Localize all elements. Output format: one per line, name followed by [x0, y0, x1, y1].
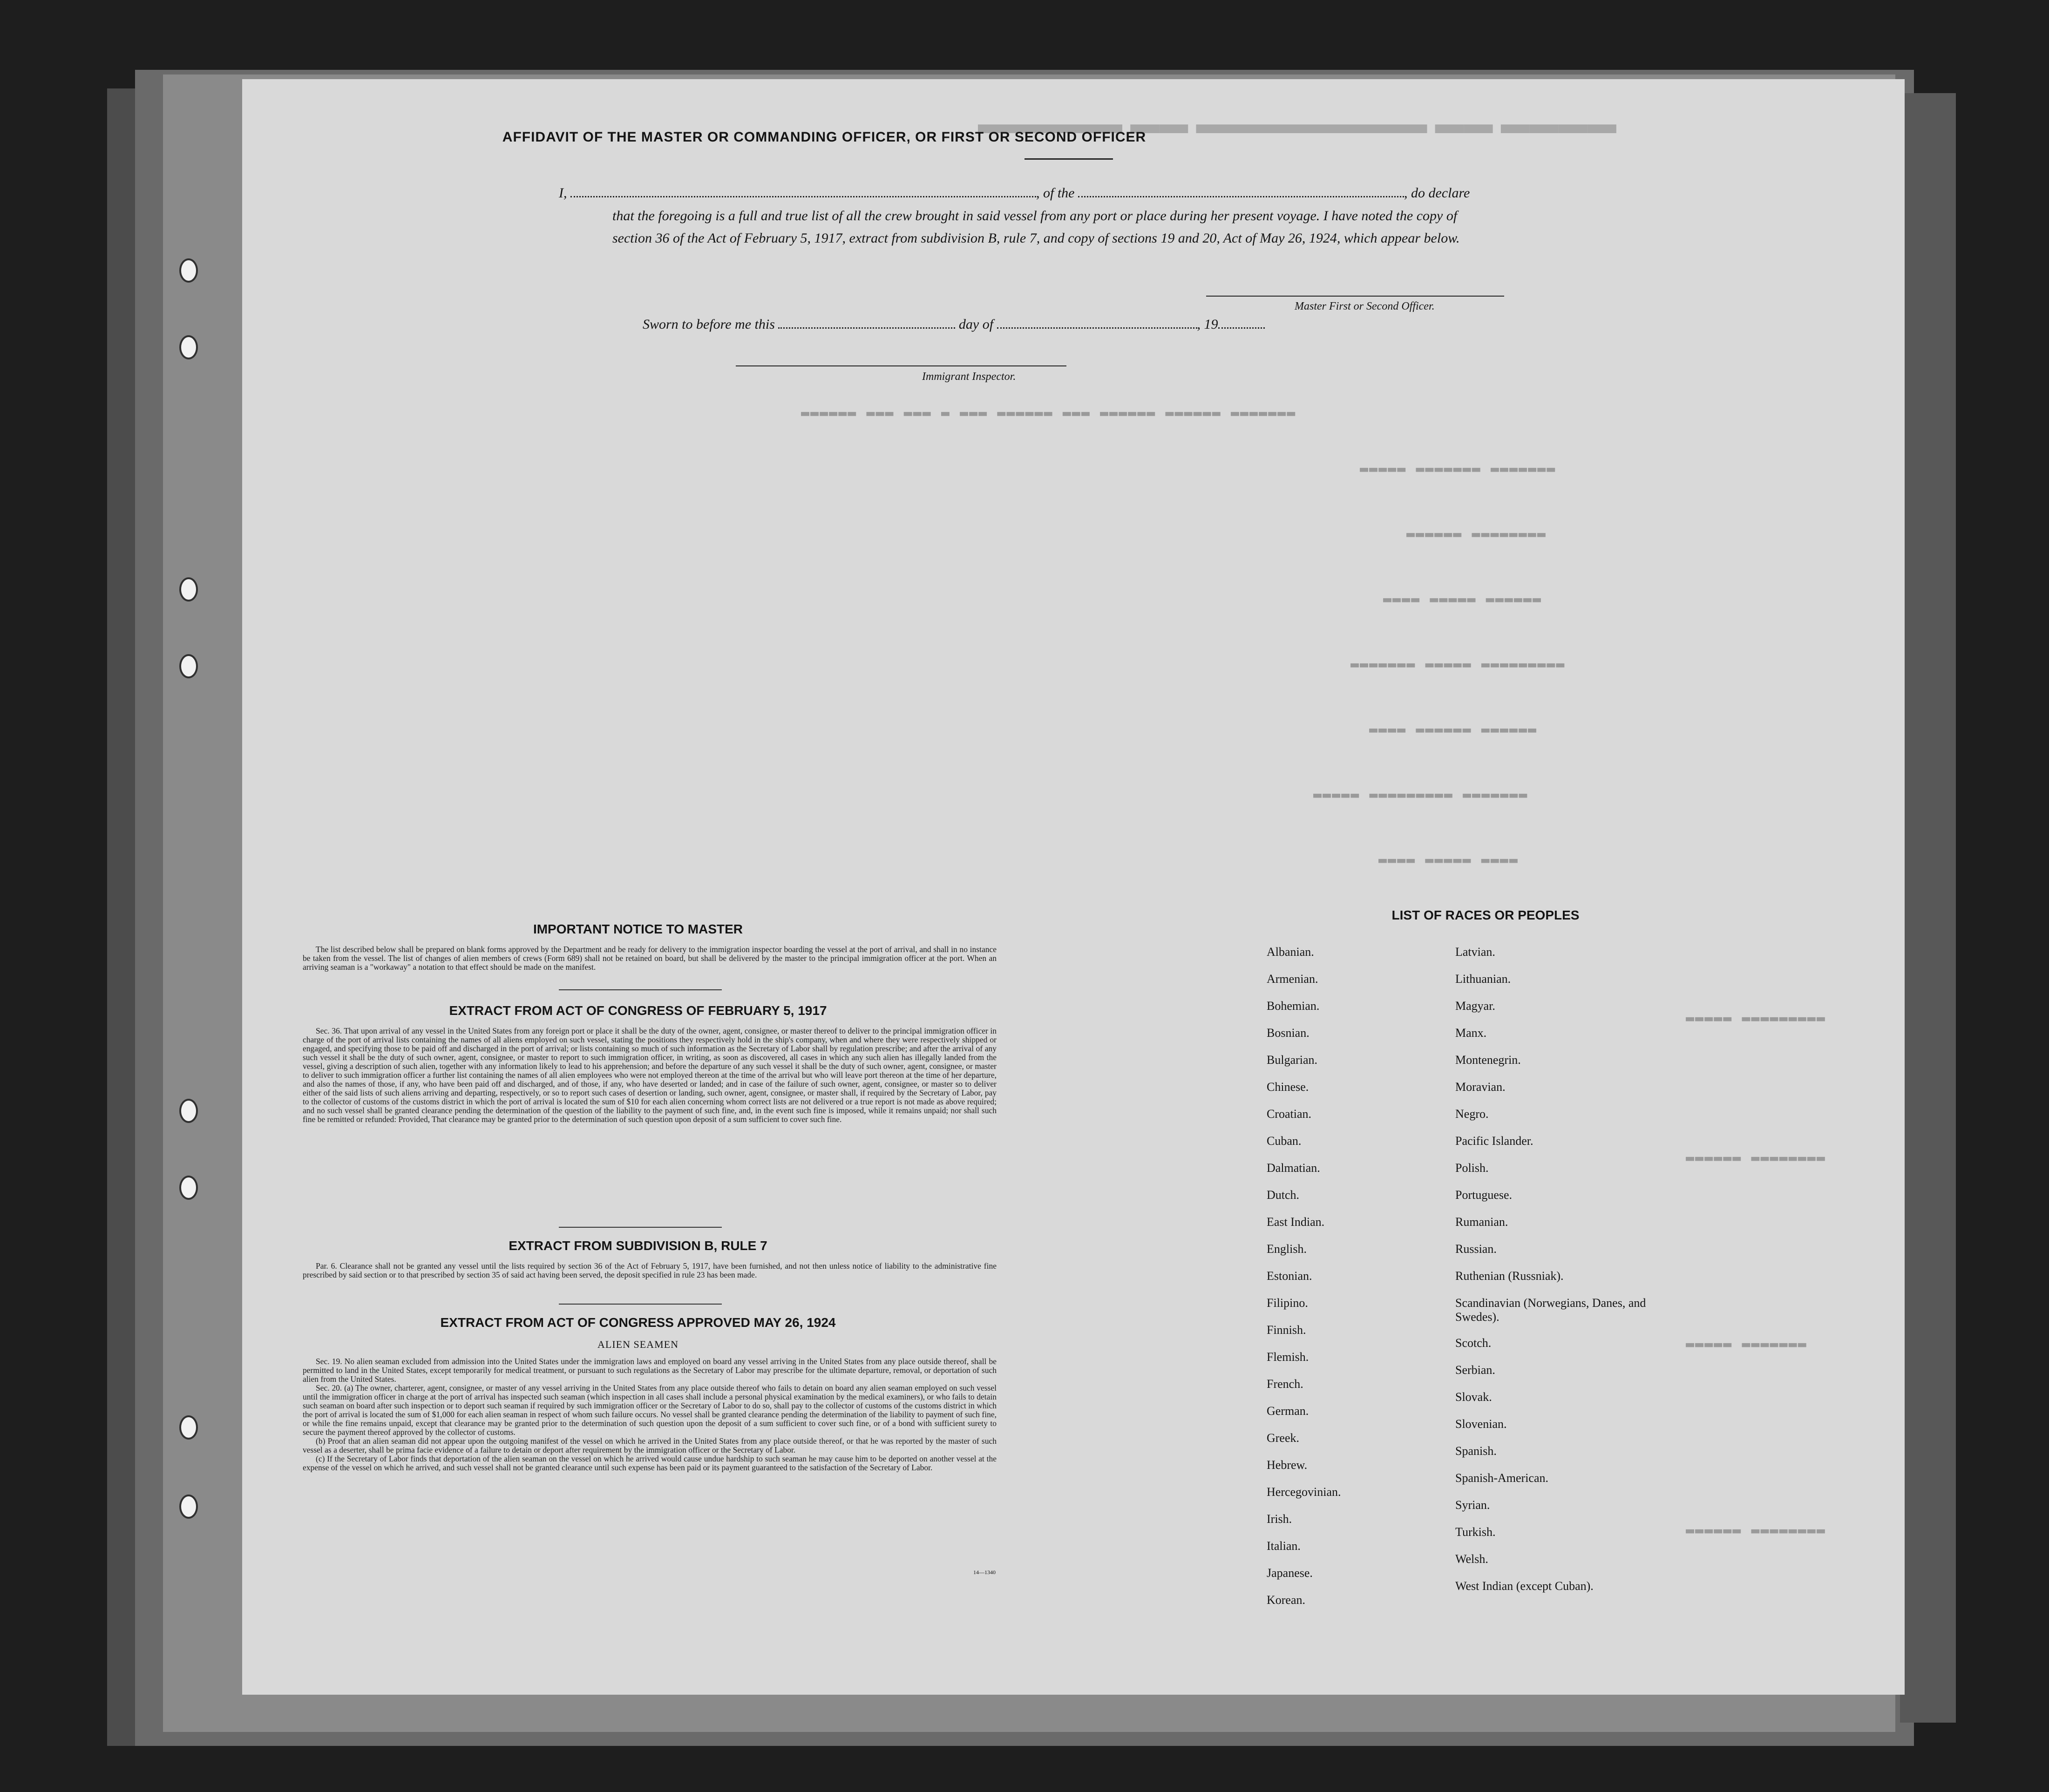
- section-20c-paragraph: (c) If the Secretary of Labor finds that deportation of the alien seaman on the vessel on which he arrived would cause undue hardship to such seaman he may cause him to be deported on another vessel at the expense of the vessel on which he arrived, and such vessel shall not be granted clearance until such expense has been paid or its payment guaranteed to the satisfaction of the Secretary of Labor.: [303, 1454, 997, 1472]
- race-item: Manx.: [1455, 1026, 1487, 1040]
- race-item: Scandinavian (Norwegians, Danes, and Swedes).: [1455, 1296, 1646, 1324]
- race-item: Hebrew.: [1267, 1458, 1308, 1472]
- race-item: Hercegovinian.: [1267, 1485, 1341, 1499]
- punch-hole: [179, 258, 198, 283]
- punch-hole: [179, 577, 198, 602]
- race-item: Italian.: [1267, 1539, 1301, 1553]
- divider: [559, 989, 722, 990]
- race-item: Finnish.: [1267, 1323, 1306, 1337]
- bleed-through-texture: ▬▬▬▬▬▬ ▬▬▬▬▬▬▬▬: [1406, 526, 1547, 542]
- section-20b-paragraph: (b) Proof that an alien seaman did not appear upon the outgoing manifest of the vessel on which he arrived in the United States from any place outside thereof, or that he was reported by the master of such vessel as a deserter, shall be prima facie evidence of a failure to detain or deport after requirement by the immigration officer or the Secretary of Labor.: [303, 1436, 997, 1454]
- race-item: English.: [1267, 1242, 1307, 1256]
- master-signature-line: [1206, 296, 1504, 297]
- bleed-through-texture: ▬▬▬▬ ▬▬▬▬▬▬ ▬▬▬▬▬▬: [1369, 722, 1538, 738]
- race-item: Cuban.: [1267, 1134, 1302, 1148]
- race-item: Polish.: [1455, 1161, 1489, 1175]
- extract-1917-title: EXTRACT FROM ACT OF CONGRESS OF FEBRUARY 5, 1917: [449, 1003, 827, 1018]
- races-title: LIST OF RACES OR PEOPLES: [1391, 908, 1580, 922]
- race-item: Armenian.: [1267, 972, 1318, 986]
- race-item: Ruthenian (Russniak).: [1455, 1269, 1564, 1283]
- sworn-day-field: [778, 319, 955, 329]
- punch-hole: [179, 654, 198, 678]
- race-item: Dalmatian.: [1267, 1161, 1320, 1175]
- backing-sheet-edge: [1900, 93, 1956, 1723]
- race-item: German.: [1267, 1404, 1309, 1418]
- affidavit-title: AFFIDAVIT OF THE MASTER OR COMMANDING OFFICER, OR FIRST OR SECOND OFFICER: [502, 129, 1147, 145]
- day-of-label: day of: [958, 317, 994, 332]
- race-item: Syrian.: [1455, 1498, 1490, 1512]
- vessel-name-field: [1078, 188, 1404, 197]
- extract-1924-text: [303, 1357, 997, 1472]
- race-item: Flemish.: [1267, 1350, 1309, 1364]
- bleed-through-texture: ▬▬▬▬▬ ▬▬▬▬▬▬▬▬▬ ▬▬▬▬▬▬▬: [1313, 787, 1528, 803]
- sworn-prefix: Sworn to before me this: [643, 317, 775, 332]
- declaration-line: [559, 185, 1470, 201]
- extract-rule7-text: [303, 1262, 997, 1279]
- of-the-label: , of the: [1036, 185, 1075, 201]
- race-item: Lithuanian.: [1455, 972, 1511, 986]
- notice-paragraph: The list described below shall be prepared on blank forms approved by the Department and be ready for delivery to the immigration inspector boarding the vessel at the port of arrival, and shall in no instance be taken from the vessel. The list of changes of alien members of crews (Form 689) shall not be retained on board, but shall be delivered by the master to the principal immigration officer at the port. When an arriving seaman is a "workaway" a notation to that effect should be made on the manifest.: [303, 945, 997, 972]
- bleed-through-texture: ▬▬▬▬▬▬ ▬▬▬▬▬▬▬▬: [1686, 1522, 1826, 1539]
- races-left-column: [1267, 945, 1341, 1620]
- race-item: Irish.: [1267, 1512, 1292, 1526]
- race-item: Estonian.: [1267, 1269, 1312, 1283]
- bleed-through-texture: ▬▬▬▬▬ ▬▬▬▬▬▬▬ ▬▬▬▬▬▬▬: [1360, 461, 1556, 477]
- race-item: Rumanian.: [1455, 1215, 1508, 1229]
- race-item: Greek.: [1267, 1431, 1300, 1445]
- bleed-through-texture: ▬▬▬▬▬▬ ▬▬▬▬▬▬▬▬: [1686, 1150, 1826, 1166]
- race-item: French.: [1267, 1377, 1303, 1391]
- race-item: Portuguese.: [1455, 1188, 1513, 1202]
- notice-text: [303, 945, 997, 972]
- divider: [559, 1227, 722, 1228]
- race-item: Filipino.: [1267, 1296, 1308, 1310]
- race-item: Scotch.: [1455, 1336, 1492, 1350]
- race-item: Slovenian.: [1455, 1417, 1507, 1431]
- punch-hole: [179, 1415, 198, 1440]
- punch-hole: [179, 1176, 198, 1200]
- race-item: Spanish-American.: [1455, 1471, 1549, 1485]
- bleed-through-texture: ▬▬▬▬ ▬▬ ▬▬▬▬▬▬▬▬ ▬▬ ▬▬▬▬▬: [978, 108, 1616, 140]
- divider: [1024, 158, 1113, 160]
- bleed-through-texture: ▬▬▬▬▬ ▬▬▬▬▬▬▬▬▬: [1686, 1010, 1826, 1027]
- declarant-prefix: I,: [559, 185, 567, 201]
- race-item: Bulgarian.: [1267, 1053, 1318, 1067]
- race-item: Albanian.: [1267, 945, 1314, 959]
- bleed-through-texture: ▬▬▬▬ ▬▬▬▬▬ ▬▬▬▬▬▬: [1383, 591, 1542, 608]
- bleed-through-texture: ▬▬▬▬▬▬▬ ▬▬▬▬▬ ▬▬▬▬▬▬▬▬▬: [1350, 656, 1566, 673]
- affidavit-body: that the foregoing is a full and true list of all the crew brought in said vessel from any port or place during her present voyage. I have noted the copy of section 36 of the Act of February 5, 1917, extract from subdivision B, rule 7, and copy of sections 19 and 20, Act of May 26, 1924, which appear below.: [612, 208, 1460, 246]
- race-item: Negro.: [1455, 1107, 1489, 1121]
- do-declare-label: , do declare: [1404, 185, 1470, 201]
- race-item: Bohemian.: [1267, 999, 1320, 1013]
- race-item: Moravian.: [1455, 1080, 1506, 1094]
- bleed-through-texture: ▬▬▬▬▬ ▬▬▬▬▬▬▬: [1686, 1336, 1807, 1352]
- punch-hole: [179, 1099, 198, 1123]
- race-item: Slovak.: [1455, 1390, 1492, 1404]
- punch-hole: [179, 1494, 198, 1519]
- notice-title: IMPORTANT NOTICE TO MASTER: [533, 922, 743, 936]
- declarant-name-field: [570, 188, 1036, 197]
- extract-1917-paragraph: Sec. 36. That upon arrival of any vessel in the United States from any foreign port or place it shall be the duty of the owner, agent, consignee, or master thereof to deliver to the principal immigration officer in charge of the port of arrival lists containing the names of all aliens employed on such vessel, stating the positions they respectively hold in the ship's company, when and where they were respectively shipped or engaged, and specifying those to be paid off and discharged in the port of arrival; or lists containing so much of such information as the Secretary of Labor shall by regulation prescribe; and after the arrival of any such vessel it shall be the duty of such owner, agent, consignee, or master to report to such immigration officer, in writing, as soon as discovered, all cases in which any such alien has illegally landed from the vessel, giving a description of such alien, together with any information likely to lead to his apprehension; and before the departure of any such vessel it shall be the duty of such owner, agent, consignee, or master to deliver to such immigration officer a further list containing the names of all alien employees who were not employed thereon at the time of the arrival but who will leave port thereon at the time of her departure, and also the names of those, if any, who have been paid off and discharged, and of those, if any, who have deserted or landed; and in case of the failure of such owner, agent, consignee, or master so to deliver either of the said lists of such aliens arriving and departing, respectively, or so to report such cases of desertion or landing, such owner, agent, consignee, or master shall, if required by the Secretary of Labor, pay to the collector of customs of the customs district in which the port of arrival is located the sum of $10 for each alien concerning whom correct lists are not delivered or a true report is not made as above required; and no such vessel shall be granted clearance pending the determination of the question of the liability to the payment of such fine, and, in the event such fine is imposed, while it remains unpaid; nor shall such fine be remitted or refunded: Provided, That clearance may be granted prior to the determination of such question upon deposit of a sum sufficient to cover such fine.: [303, 1026, 997, 1124]
- race-item: Chinese.: [1267, 1080, 1309, 1094]
- race-item: Magyar.: [1455, 999, 1495, 1013]
- race-item: Montenegrin.: [1455, 1053, 1521, 1067]
- extract-1924-subtitle: ALIEN SEAMEN: [597, 1339, 678, 1350]
- race-item: Welsh.: [1455, 1552, 1488, 1566]
- bleed-through-texture: ▬▬▬▬ ▬▬▬▬▬ ▬▬▬▬: [1378, 852, 1519, 868]
- inspector-signature-line: [736, 365, 1066, 366]
- sworn-month-field: [997, 319, 1197, 329]
- punch-hole: [179, 335, 198, 359]
- races-right-column: [1455, 945, 1660, 1606]
- race-item: Turkish.: [1455, 1525, 1496, 1539]
- extract-1917-text: [303, 1027, 997, 1124]
- race-item: East Indian.: [1267, 1215, 1325, 1229]
- race-item: Croatian.: [1267, 1107, 1312, 1121]
- inspector-label: Immigrant Inspector.: [922, 371, 1016, 383]
- extract-1924-title: EXTRACT FROM ACT OF CONGRESS APPROVED MAY 26, 1924: [440, 1315, 836, 1330]
- race-item: Japanese.: [1267, 1566, 1313, 1580]
- race-item: Pacific Islander.: [1455, 1134, 1533, 1148]
- race-item: Dutch.: [1267, 1188, 1300, 1202]
- race-item: Russian.: [1455, 1242, 1497, 1256]
- extract-rule7-title: EXTRACT FROM SUBDIVISION B, RULE 7: [509, 1238, 767, 1253]
- race-item: Korean.: [1267, 1593, 1306, 1607]
- sworn-line: [643, 317, 1265, 332]
- race-item: West Indian (except Cuban).: [1455, 1579, 1594, 1593]
- extract-rule7-paragraph: Par. 6. Clearance shall not be granted any vessel until the lists required by section 36 of the Act of February 5, 1917, have been furnished, and not then unless notice of liability to the administrative fine prescribed by said section or to that prescribed by section 35 of said act having been served, the deposit specified in rule 23 has been made.: [303, 1261, 997, 1279]
- year-prefix: , 19: [1197, 317, 1218, 332]
- race-item: Bosnian.: [1267, 1026, 1309, 1040]
- form-number: 14—1340: [973, 1569, 996, 1576]
- race-item: Serbian.: [1455, 1363, 1495, 1377]
- divider: [559, 1304, 722, 1305]
- section-20a-paragraph: Sec. 20. (a) The owner, charterer, agent, consignee, or master of any vessel arriving in the United States from any place outside thereof who fails to detain on board any alien seaman employed on such vessel until the immigration officer in charge at the port of arrival has inspected such seaman (which inspection in all cases shall include a personal physical examination by the medical examiners), or who fails to detain such seaman on board after such inspection or to deport such seaman if required by such immigration officer or the Secretary of Labor to do so, shall pay to the collector of customs of the customs district in which the port of arrival is located the sum of $1,000 for each alien seaman in respect of whom such failure occurs. No vessel shall be granted clearance pending the determination of the liability to payment of such fine, or while the fine remains unpaid, except that clearance may be granted prior to the determination of such question upon the deposit of a sum sufficient to cover such fine, or of a bond with sufficient surety to secure the payment thereof approved by the collector of customs.: [303, 1383, 997, 1437]
- section-19-paragraph: Sec. 19. No alien seaman excluded from admission into the United States under the immigration laws and employed on board any vessel arriving in the United States from any place outside thereof, shall be permitted to land in the United States, except temporarily for medical treatment, or pursuant to such regulations as the Secretary of Labor may prescribe for the ultimate departure, removal, or deportation of such alien from the United States.: [303, 1357, 997, 1384]
- bleed-through-texture: ▬▬▬▬▬▬ ▬▬▬ ▬▬▬ ▬ ▬▬▬ ▬▬▬▬▬▬ ▬▬▬ ▬▬▬▬▬▬ ▬▬▬▬▬▬ ▬▬▬▬▬▬▬: [801, 405, 1296, 421]
- race-item: Spanish.: [1455, 1444, 1497, 1458]
- sworn-year-field: [1218, 319, 1265, 329]
- race-item: Latvian.: [1455, 945, 1495, 959]
- affidavit-page: [242, 79, 1905, 1695]
- master-label: Master First or Second Officer.: [1295, 300, 1435, 312]
